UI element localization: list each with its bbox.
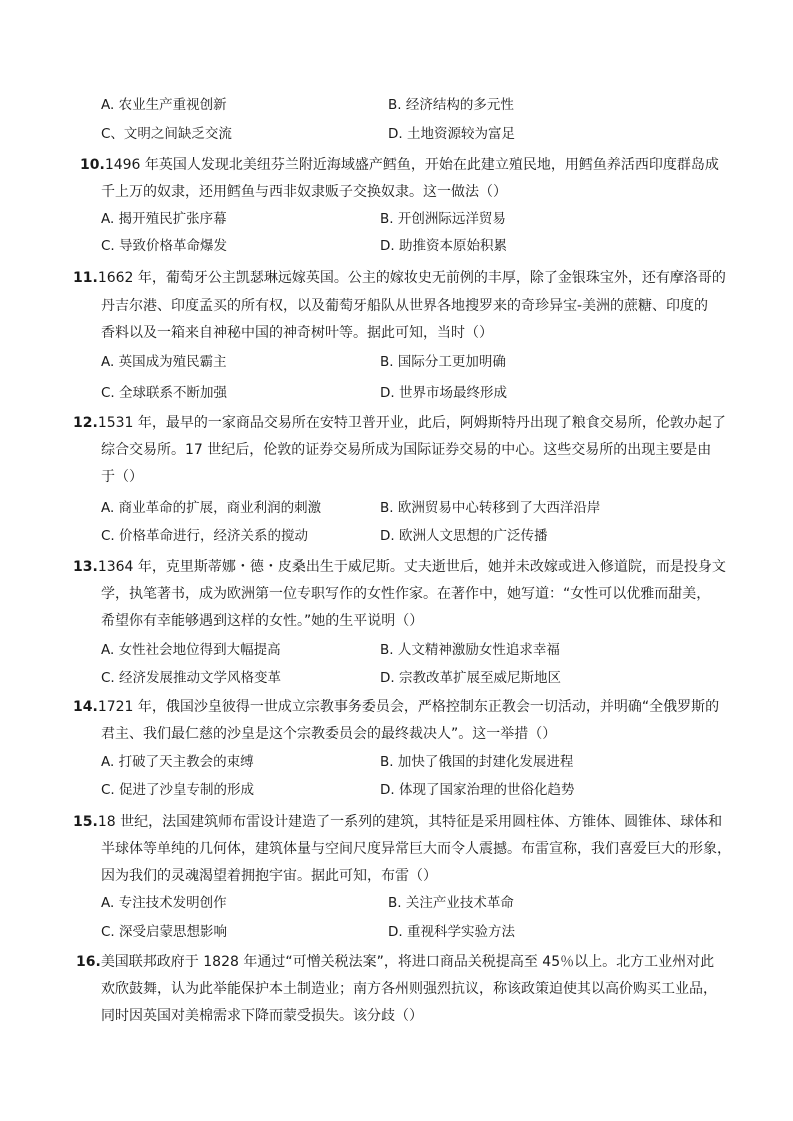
q16-stem-line-3: 同时因英国对美棉需求下降而蒙受损失。该分歧（） [101, 1008, 423, 1024]
q12-stem-line-1: 12.1531 年，最早的一家商品交易所在安特卫普开业，此后，阿姆斯特丹出现了粮食交易所，伦敦办起了 [73, 415, 726, 431]
q12-option-a: A. 商业革命的扩展，商业利润的刺激 [101, 500, 322, 516]
q16-stem-line-1: 16.美国联邦政府于 1828 年通过“可憎关税法案”，将进口商品关税提高至 45％以上。北方工业州对此 [76, 954, 715, 970]
q12-option-c: C. 价格革命进行，经济关系的搅动 [101, 528, 309, 544]
q15-option-a: A. 专注技术发明创作 [101, 895, 227, 911]
q11-stem-line-2: 丹吉尔港、印度孟买的所有权，以及葡萄牙船队从世界各地搜罗来的奇珍异宝-美洲的蔗糖、印度的 [101, 298, 709, 314]
q16-number: 16. [76, 954, 101, 970]
q9-option-a: A. 农业生产重视创新 [101, 97, 227, 113]
q13-stem-line-3: 希望你有幸能够遇到这样的女性。”她的生平说明（） [101, 613, 424, 629]
q11-stem-line-3: 香料以及一箱来自神秘中国的神奇树叶等。据此可知，当时（） [101, 325, 493, 341]
q11-option-c: C. 全球联系不断加强 [101, 385, 228, 401]
q10-stem-line-1: 10.1496 年英国人发现北美纽芬兰附近海域盛产鳕鱼，开始在此建立殖民地，用鳕鱼养活西印度群岛成 [80, 157, 719, 173]
q15-stem-line-1: 15.18 世纪，法国建筑师布雷设计建造了一系列的建筑，其特征是采用圆柱体、方锥体、圆锥体、球体和 [73, 814, 723, 830]
q14-stem-line-2: 君主、我们最仁慈的沙皇是这个宗教委员会的最终裁决人”。这一举措（） [101, 726, 557, 742]
q14-option-b: B. 加快了俄国的封建化发展进程 [380, 754, 574, 770]
q12-stem-line-3: 于（） [101, 469, 143, 485]
q12-number: 12. [73, 415, 98, 431]
q12-stem-line-2: 综合交易所。17 世纪后，伦敦的证券交易所成为国际证券交易的中心。这些交易所的出现主要是由 [101, 442, 712, 458]
q13-stem-line-2: 学，执笔著书，成为欧洲第一位专职写作的女性作家。在著作中，她写道：“女性可以优雅而甜美， [101, 586, 711, 602]
q10-number: 10. [80, 157, 105, 173]
q13-option-d: D. 宗教改革扩展至威尼斯地区 [380, 670, 561, 686]
q9-option-d: D. 土地资源较为富足 [388, 126, 515, 142]
q14-option-a: A. 打破了天主教会的束缚 [101, 754, 254, 770]
q10-stem-line-2: 千上万的奴隶，还用鳕鱼与西非奴隶贩子交换奴隶。这一做法（） [101, 184, 507, 200]
q14-option-d: D. 体现了国家治理的世俗化趋势 [380, 782, 575, 798]
q15-stem-line-3: 因为我们的灵魂渴望着拥抱宇宙。据此可知，布雷（） [101, 868, 437, 884]
q14-option-c: C. 促进了沙皇专制的形成 [101, 782, 255, 798]
q10-option-a: A. 揭开殖民扩张序幕 [101, 211, 227, 227]
q11-number: 11. [73, 270, 98, 286]
q10-option-b: B. 开创洲际远洋贸易 [380, 211, 506, 227]
q15-option-c: C. 深受启蒙思想影响 [101, 924, 228, 940]
q15-option-d: D. 重视科学实验方法 [388, 924, 515, 940]
q13-stem-line-1: 13.1364 年，克里斯蒂娜・德・皮桑出生于威尼斯。丈夫逝世后，她并未改嫁或进入修道院，而是投身文 [73, 559, 726, 575]
q14-number: 14. [73, 699, 98, 715]
q9-option-c: C、文明之间缺乏交流 [101, 126, 232, 142]
q10-option-c: C. 导致价格革命爆发 [101, 238, 228, 254]
q13-option-a: A. 女性社会地位得到大幅提高 [101, 642, 281, 658]
q13-option-c: C. 经济发展推动文学风格变革 [101, 670, 282, 686]
q11-option-a: A. 英国成为殖民霸主 [101, 354, 227, 370]
q13-option-b: B. 人文精神激励女性追求幸福 [380, 642, 560, 658]
q15-option-b: B. 关注产业技术革命 [388, 895, 514, 911]
q10-option-d: D. 助推资本原始积累 [380, 238, 507, 254]
q13-number: 13. [73, 559, 98, 575]
q12-option-d: D. 欧洲人文思想的广泛传播 [380, 528, 548, 544]
q12-option-b: B. 欧洲贸易中心转移到了大西洋沿岸 [380, 500, 601, 516]
q11-stem-line-1: 11.1662 年，葡萄牙公主凯瑟琳远嫁英国。公主的嫁妆史无前例的丰厚，除了金银珠宝外，还有摩洛哥的 [73, 270, 726, 286]
q15-stem-line-2: 半球体等单纯的几何体，建筑体量与空间尺度异常巨大而令人震撼。布雷宣称，我们喜爱巨大的形象， [101, 841, 731, 857]
q11-option-d: D. 世界市场最终形成 [380, 385, 507, 401]
q9-option-b: B. 经济结构的多元性 [388, 97, 514, 113]
q11-option-b: B. 国际分工更加明确 [380, 354, 506, 370]
q15-number: 15. [73, 814, 98, 830]
q14-stem-line-1: 14.1721 年，俄国沙皇彼得一世成立宗教事务委员会，严格控制东正教会一切活动，并明确“全俄罗斯的 [73, 699, 720, 715]
q16-stem-line-2: 欢欣鼓舞，认为此举能保护本土制造业；南方各州则强烈抗议，称该政策迫使其以高价购买工业品， [101, 981, 717, 997]
